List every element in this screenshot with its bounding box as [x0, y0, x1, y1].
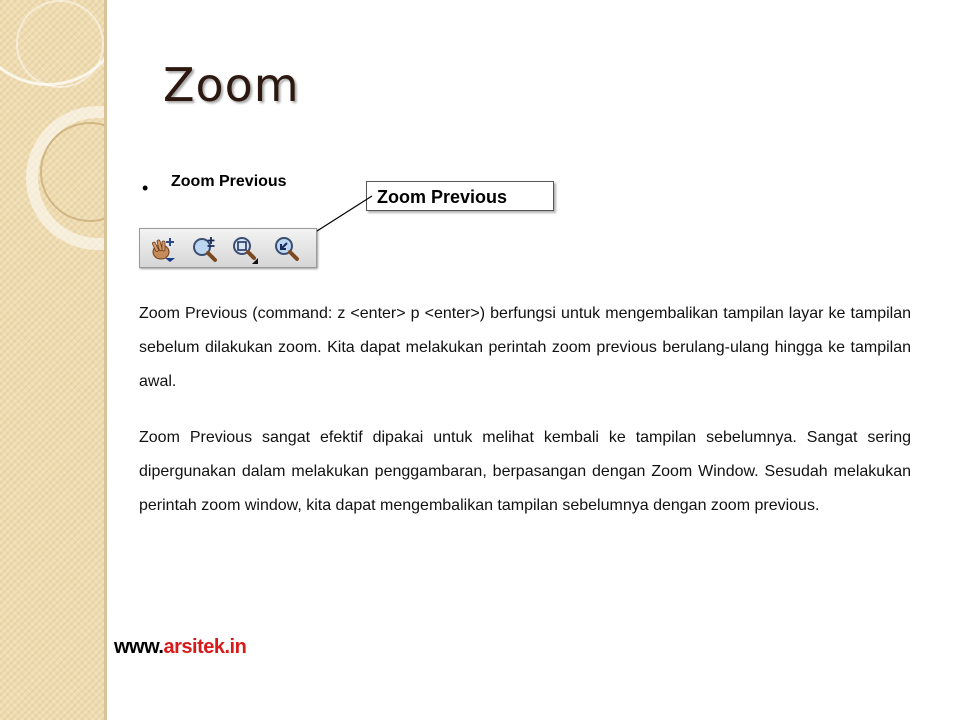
url-prefix: www.: [114, 636, 164, 658]
zoom-window-icon[interactable]: [230, 234, 260, 264]
panel-border: [104, 0, 107, 720]
realtime-zoom-icon[interactable]: [190, 234, 220, 264]
url-domain: arsitek.in: [163, 636, 247, 658]
bullet-label: Zoom Previous: [171, 173, 287, 190]
slide-title: Zoom: [163, 58, 300, 112]
realtime-pan-icon[interactable]: [148, 234, 178, 264]
website-watermark[interactable]: [114, 636, 246, 659]
bullet-dot: •: [142, 178, 149, 198]
callout-label: Zoom Previous: [366, 181, 554, 211]
zoom-previous-icon[interactable]: [272, 234, 302, 264]
body-paragraph: Zoom Previous (command: z <enter> p <enter>) berfungsi untuk mengembalikan tampilan layar ke tampilan sebelum dilakukan zoom. Kita dapat melakukan perintah zoom previous berulang-ulang hingga ke tampilan awal.: [139, 305, 911, 390]
zoom-toolbar: [139, 228, 317, 268]
decorative-side-panel: [0, 0, 104, 720]
decorative-ring: [16, 0, 104, 88]
body-paragraph: Zoom Previous sangat efektif dipakai untuk melihat kembali ke tampilan sebelumnya. Sangat sering dipergunakan dalam melakukan penggambaran, berpasangan dengan Zoom Window. Sesudah melakukan perintah zoom window, kita dapat mengembalikan tampilan sebelumnya dengan zoom previous.: [139, 429, 911, 514]
